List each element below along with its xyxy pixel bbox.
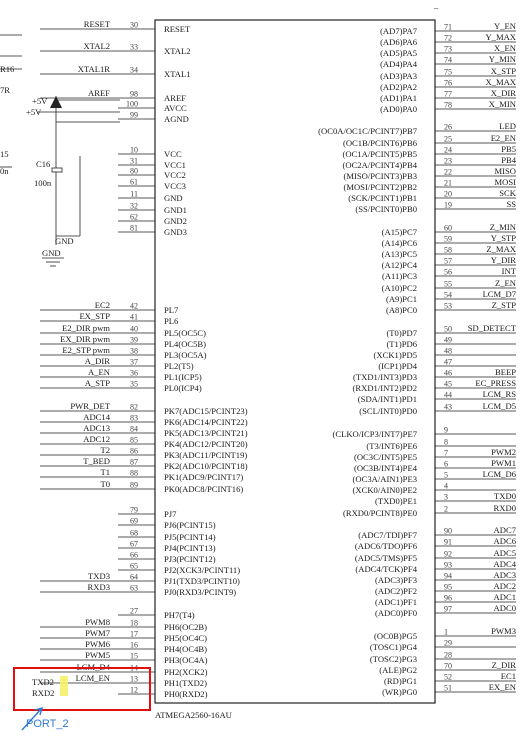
c16-label: C16 bbox=[36, 159, 51, 169]
right-pin-number: 97 bbox=[444, 604, 452, 614]
right-pin-number: 54 bbox=[444, 290, 452, 300]
right-pin-number: 7 bbox=[444, 448, 448, 458]
right-net-label: ADC4 bbox=[493, 559, 516, 569]
left-pin-name: PJ2(XCK3/PCINT11) bbox=[164, 565, 241, 575]
right-net-label: E2_EN bbox=[490, 133, 516, 143]
right-net-label: SS bbox=[506, 199, 516, 209]
right-pin-number: 43 bbox=[444, 402, 452, 412]
left-net-label: EX_STP bbox=[79, 311, 110, 321]
left-pin-number: 15 bbox=[130, 651, 138, 661]
right-net-label: TXD0 bbox=[494, 491, 516, 501]
left-net-label: LCM_D4 bbox=[76, 662, 110, 672]
right-net-label: ADC6 bbox=[493, 536, 516, 546]
left-net-label: AREF bbox=[88, 88, 110, 98]
right-pin-number: 56 bbox=[444, 267, 452, 277]
right-pin-number: 6 bbox=[444, 459, 448, 469]
left-pin-number: 31 bbox=[130, 156, 138, 166]
left-pin-name: PH1(TXD2) bbox=[164, 678, 207, 688]
right-pin-name: (A15)PC7 bbox=[381, 227, 417, 237]
right-pin-name: (TXD0)PE1 bbox=[374, 496, 417, 506]
right-pin-name: (XCK1)PD5 bbox=[373, 350, 417, 360]
right-net-label: X_MAX bbox=[485, 77, 516, 87]
right-net-label: Z_STP bbox=[491, 300, 516, 310]
right-net-label: X_DIR bbox=[490, 88, 516, 98]
left-pin-number: 16 bbox=[130, 640, 138, 650]
left-net-label: T_BED bbox=[83, 456, 110, 466]
left-pin-number: 27 bbox=[130, 606, 138, 616]
left-pin-name: PH5(OC4C) bbox=[164, 633, 207, 643]
right-pin-number: 52 bbox=[444, 672, 452, 682]
left-net-label: RXD3 bbox=[87, 582, 110, 592]
right-pin-number: 25 bbox=[444, 134, 452, 144]
left-pin-number: 66 bbox=[130, 550, 138, 560]
right-net-label: ADC2 bbox=[493, 581, 516, 591]
left-pin-number: 63 bbox=[130, 583, 138, 593]
left-pin-name: PK7(ADC15/PCINT23) bbox=[164, 406, 248, 416]
right-net-label: RXD0 bbox=[493, 503, 516, 513]
right-pin-name: (AD5)PA5 bbox=[380, 48, 417, 58]
left-pin-name: PH0(RXD2) bbox=[164, 689, 208, 699]
right-net-label: Y_DIR bbox=[490, 255, 516, 265]
right-net-label: Y_STP bbox=[490, 233, 516, 243]
right-pin-number: 51 bbox=[444, 683, 452, 693]
left-pin-name: XTAL1 bbox=[164, 69, 191, 79]
right-net-label: Z_DIR bbox=[491, 660, 516, 670]
left-pin-number: 30 bbox=[130, 20, 138, 30]
right-net-label: Y_MAX bbox=[485, 32, 516, 42]
left-pin-name: PJ3(PCINT12) bbox=[164, 554, 216, 564]
left-pin-number: 83 bbox=[130, 413, 138, 423]
left-net-label: LCM_EN bbox=[75, 673, 110, 683]
right-pin-number: 44 bbox=[444, 390, 452, 400]
c16-value-label: 100n bbox=[34, 178, 52, 188]
right-net-label: X_STP bbox=[490, 66, 516, 76]
right-pin-name: (ADC7/TDI)PF7 bbox=[358, 530, 417, 540]
right-net-label: ADC5 bbox=[493, 548, 516, 558]
right-net-label: BEEP bbox=[494, 367, 516, 377]
right-net-label: LED bbox=[499, 121, 516, 131]
left-net-label: T1 bbox=[100, 467, 110, 477]
right-net-label: EC_PRESS bbox=[475, 378, 516, 388]
right-net-label: ADC7 bbox=[493, 525, 516, 535]
right-pin-number: 78 bbox=[444, 100, 452, 110]
left-pin-number: 12 bbox=[130, 685, 138, 695]
left-pin-name: PL1(ICP5) bbox=[164, 372, 202, 382]
right-pin-number: 26 bbox=[444, 122, 452, 132]
right-pin-number: 71 bbox=[444, 22, 452, 32]
left-net-label: EC2 bbox=[94, 300, 110, 310]
rxd2-label: RXD2 bbox=[32, 688, 55, 698]
left-pin-number: 39 bbox=[130, 335, 138, 345]
right-net-label: PWM2 bbox=[491, 447, 516, 457]
left-pin-number: 10 bbox=[130, 145, 138, 155]
right-pin-name: (RXD1/INT2)PD2 bbox=[352, 383, 417, 393]
right-pin-name: (AD4)PA4 bbox=[380, 59, 417, 69]
right-net-label: EC1 bbox=[500, 671, 516, 681]
right-pin-name: (RD)PG1 bbox=[384, 676, 417, 686]
left-net-label: ADC14 bbox=[83, 412, 110, 422]
left-pin-name: VCC3 bbox=[164, 181, 186, 191]
c16-capacitor bbox=[52, 168, 62, 172]
left-pin-number: 11 bbox=[130, 189, 138, 199]
left-net-label: PWR_DET bbox=[70, 401, 110, 411]
right-net-label: MOSI bbox=[494, 177, 516, 187]
right-net-label: X_EN bbox=[494, 43, 516, 53]
left-pin-number: 79 bbox=[130, 505, 138, 515]
c15-label: 15 bbox=[0, 149, 9, 159]
right-pin-number: 49 bbox=[444, 335, 452, 345]
left-net-label: PWM5 bbox=[85, 650, 110, 660]
right-net-label: Z_MAX bbox=[486, 244, 516, 254]
right-pin-name: (T0)PD7 bbox=[386, 328, 417, 338]
right-net-label: PB5 bbox=[501, 144, 516, 154]
right-pin-number: 95 bbox=[444, 582, 452, 592]
plus5v-b-label: +5V bbox=[26, 107, 42, 117]
left-net-label: PWM6 bbox=[85, 639, 110, 649]
right-pin-number: 93 bbox=[444, 560, 452, 570]
right-pin-number: 70 bbox=[444, 661, 452, 671]
right-pin-name: (A13)PC5 bbox=[381, 249, 417, 259]
left-pin-number: 98 bbox=[130, 89, 138, 99]
right-net-label: ADC1 bbox=[493, 592, 516, 602]
txd2-label: TXD2 bbox=[32, 677, 54, 687]
chip-name-label: ATMEGA2560-16AU bbox=[155, 710, 232, 720]
left-pin-name: PJ1(TXD3/PCINT10) bbox=[164, 576, 240, 586]
left-pin-name: PJ5(PCINT14) bbox=[164, 532, 216, 542]
left-pin-number: 13 bbox=[130, 674, 138, 684]
left-pin-name: AVCC bbox=[164, 103, 187, 113]
right-pin-name: (A11)PC3 bbox=[381, 271, 417, 281]
right-pin-number: 91 bbox=[444, 537, 452, 547]
left-pin-number: 65 bbox=[130, 561, 138, 571]
left-net-label: T2 bbox=[100, 445, 110, 455]
right-pin-name: (ADC4/TCK)PF4 bbox=[355, 564, 417, 574]
plus5v-a-label: +5V bbox=[32, 96, 48, 106]
right-pin-name: (ICP1)PD4 bbox=[378, 361, 417, 371]
right-pin-name: (AD2)PA2 bbox=[380, 82, 417, 92]
right-pin-number: 29 bbox=[444, 638, 452, 648]
left-pin-number: 40 bbox=[130, 324, 138, 334]
right-pin-number: 8 bbox=[444, 437, 448, 447]
left-net-label: E2_DIR pwm bbox=[62, 323, 110, 333]
left-pin-name: PK0(ADC8/PCINT16) bbox=[164, 484, 244, 494]
left-pin-name: PK2(ADC10/PCINT18) bbox=[164, 461, 248, 471]
left-pin-number: 86 bbox=[130, 446, 138, 456]
left-pin-name: GND2 bbox=[164, 216, 187, 226]
right-pin-name: (A9)PC1 bbox=[385, 294, 417, 304]
left-pin-number: 41 bbox=[130, 312, 138, 322]
left-pin-number: 67 bbox=[130, 539, 138, 549]
right-pin-name: (OC3C/INT5)PE5 bbox=[353, 452, 417, 462]
left-pin-name: PL5(OC5C) bbox=[164, 328, 207, 338]
left-pin-name: PJ0(RXD3/PCINT9) bbox=[164, 587, 237, 597]
right-pin-number: 96 bbox=[444, 593, 452, 603]
left-pin-number: 85 bbox=[130, 435, 138, 445]
c15-value-label: 0n bbox=[0, 166, 9, 176]
right-pin-number: 57 bbox=[444, 256, 452, 266]
left-net-label: XTAL2 bbox=[83, 41, 110, 51]
right-net-label: PB4 bbox=[501, 155, 516, 165]
left-net-label: ADC12 bbox=[83, 434, 110, 444]
right-net-label: SD_DETECT bbox=[467, 323, 516, 333]
left-pin-name: PL3(OC5A) bbox=[164, 350, 207, 360]
right-pin-name: (OC0A/OC1C/PCINT7)PB7 bbox=[318, 126, 417, 136]
left-pin-number: 87 bbox=[130, 457, 138, 467]
right-pin-name: (AD6)PA6 bbox=[380, 37, 417, 47]
left-net-label: A_DIR bbox=[84, 356, 110, 366]
left-pin-number: 33 bbox=[130, 42, 138, 52]
left-net-label: A_EN bbox=[88, 367, 110, 377]
gnd-label-2: GND bbox=[42, 248, 61, 258]
left-pin-name: AREF bbox=[164, 93, 186, 103]
right-pin-number: 47 bbox=[444, 357, 452, 367]
left-pin-number: 17 bbox=[130, 629, 138, 639]
right-pin-number: 58 bbox=[444, 245, 452, 255]
left-pin-name: VCC2 bbox=[164, 170, 186, 180]
right-pin-name: (CLKO/ICP3/INT7)PE7 bbox=[332, 429, 417, 439]
left-pin-name: RESET bbox=[164, 24, 191, 34]
right-pin-number: 9 bbox=[444, 425, 448, 435]
right-pin-number: 73 bbox=[444, 44, 452, 54]
left-net-label: PWM8 bbox=[85, 617, 110, 627]
right-net-label: LCM_D5 bbox=[482, 401, 516, 411]
right-pin-name: (ADC1)PF1 bbox=[374, 597, 417, 607]
right-pin-name: (OC2A/PCINT4)PB4 bbox=[342, 160, 417, 170]
right-net-label: Z_EN bbox=[494, 278, 516, 288]
right-pin-name: (A14)PC6 bbox=[381, 238, 417, 248]
left-pin-name: XTAL2 bbox=[164, 46, 191, 56]
right-pin-name: (A12)PC4 bbox=[381, 260, 417, 270]
right-net-label: PWM1 bbox=[491, 458, 516, 468]
right-pin-name: (OC3B/INT4)PE4 bbox=[353, 463, 417, 473]
right-pin-name: (TOSC1)PG4 bbox=[369, 642, 417, 652]
left-pin-name: PJ7 bbox=[164, 509, 177, 519]
right-pin-name: (ADC2)PF2 bbox=[374, 586, 417, 596]
right-pin-number: 48 bbox=[444, 346, 452, 356]
left-net-label: EX_DIR pwm bbox=[60, 334, 110, 344]
right-pin-name: (AD1)PA1 bbox=[380, 93, 417, 103]
right-net-label: MISO bbox=[494, 166, 516, 176]
left-pin-number: 81 bbox=[130, 223, 138, 233]
right-net-label: LCM_RS bbox=[482, 389, 516, 399]
left-pin-name: GND bbox=[164, 193, 183, 203]
left-pin-number: 14 bbox=[130, 663, 138, 673]
right-pin-number: 21 bbox=[444, 178, 452, 188]
right-pin-name: (RXD0/PCINT8)PE0 bbox=[342, 508, 417, 518]
right-pin-name: (AD3)PA3 bbox=[380, 71, 417, 81]
right-pin-name: (XCK0/AIN0)PE2 bbox=[352, 485, 417, 495]
right-pin-number: 72 bbox=[444, 33, 452, 43]
yellow-highlighter-mark bbox=[60, 676, 68, 696]
right-pin-number: 92 bbox=[444, 549, 452, 559]
right-pin-number: 19 bbox=[444, 200, 452, 210]
left-pin-name: PH6(OC2B) bbox=[164, 622, 207, 632]
right-pin-name: (SS/PCINT0)PB0 bbox=[355, 204, 417, 214]
right-pin-name: (AD0)PA0 bbox=[380, 104, 417, 114]
right-pin-name: (AD7)PA7 bbox=[380, 26, 417, 36]
left-pin-number: 89 bbox=[130, 480, 138, 490]
right-pin-number: 59 bbox=[444, 234, 452, 244]
right-net-label: LCM_D7 bbox=[482, 289, 516, 299]
right-pin-name: (OC3A/AIN1)PE3 bbox=[352, 474, 417, 484]
right-net-label: Z_MIN bbox=[489, 222, 516, 232]
right-pin-number: 46 bbox=[444, 368, 452, 378]
left-pin-name: PK4(ADC12/PCINT20) bbox=[164, 439, 248, 449]
right-net-label: PWM3 bbox=[491, 626, 516, 636]
right-net-label: Y_MIN bbox=[488, 54, 516, 64]
left-pin-number: 42 bbox=[130, 301, 138, 311]
left-pin-number: 84 bbox=[130, 424, 138, 434]
left-pin-number: 82 bbox=[130, 402, 138, 412]
right-net-label: LCM_D6 bbox=[482, 469, 516, 479]
right-pin-name: (TOSC2)PG3 bbox=[369, 654, 417, 664]
right-pin-number: 3 bbox=[444, 492, 448, 502]
right-pin-number: 55 bbox=[444, 279, 452, 289]
left-pin-number: 18 bbox=[130, 618, 138, 628]
left-pin-number: 100 bbox=[126, 99, 138, 109]
left-net-label: RESET bbox=[83, 19, 110, 29]
left-pin-number: 61 bbox=[130, 177, 138, 187]
right-pin-number: 76 bbox=[444, 78, 452, 88]
left-net-label: TXD3 bbox=[88, 571, 110, 581]
left-pin-number: 69 bbox=[130, 516, 138, 526]
right-pin-name: (OC1B/PCINT6)PB6 bbox=[342, 138, 417, 148]
left-pin-name: PK1(ADC9/PCINT17) bbox=[164, 472, 244, 482]
port2-annotation-label: PORT_2 bbox=[26, 718, 69, 730]
right-pin-name: (ADC0)PF0 bbox=[374, 608, 417, 618]
left-net-label: E2_STP pwm bbox=[62, 345, 110, 355]
left-pin-name: PJ4(PCINT13) bbox=[164, 543, 216, 553]
right-pin-name: (ALE)PG2 bbox=[379, 665, 417, 675]
right-pin-name: (ADC3)PF3 bbox=[374, 575, 417, 585]
left-pin-name: PL2(T5) bbox=[164, 361, 194, 371]
right-pin-name: (MISO/PCINT3)PB3 bbox=[343, 171, 417, 181]
right-pin-number: 22 bbox=[444, 167, 452, 177]
left-pin-name: PJ6(PCINT15) bbox=[164, 520, 216, 530]
left-pin-name: PK5(ADC13/PCINT21) bbox=[164, 428, 248, 438]
left-pin-number: 88 bbox=[130, 468, 138, 478]
left-pin-name: VCC1 bbox=[164, 160, 186, 170]
right-net-label: INT bbox=[501, 266, 516, 276]
left-pin-number: 36 bbox=[130, 368, 138, 378]
right-net-label: X_MIN bbox=[488, 99, 516, 109]
left-pin-name: PK6(ADC14/PCINT22) bbox=[164, 417, 248, 427]
left-pin-number: 80 bbox=[130, 166, 138, 176]
right-net-label: ADC3 bbox=[493, 570, 516, 580]
right-pin-number: 53 bbox=[444, 301, 452, 311]
right-pin-number: 60 bbox=[444, 223, 452, 233]
right-pin-name: (SCL/INT0)PD0 bbox=[359, 406, 417, 416]
right-pin-name: (OC1A/PCINT5)PB5 bbox=[342, 149, 417, 159]
right-pin-number: 94 bbox=[444, 571, 452, 581]
right-pin-name: (OC0B)PG5 bbox=[374, 631, 417, 641]
right-pin-number: 24 bbox=[444, 145, 452, 155]
right-net-label: EX_EN bbox=[488, 682, 516, 692]
right-pin-name: (A8)PC0 bbox=[385, 305, 417, 315]
left-pin-number: 35 bbox=[130, 379, 138, 389]
right-pin-name: (TXD1/INT3)PD3 bbox=[353, 372, 417, 382]
left-net-label: XTAL1R bbox=[77, 64, 110, 74]
left-pin-number: 62 bbox=[130, 212, 138, 222]
left-pin-number: 99 bbox=[130, 110, 138, 120]
left-pin-name: PH2(XCK2) bbox=[164, 667, 208, 677]
right-pin-number: 4 bbox=[444, 481, 448, 491]
right-pin-name: (T1)PD6 bbox=[386, 339, 417, 349]
left-net-label: PWM7 bbox=[85, 628, 110, 638]
gnd-label-1: GND bbox=[55, 236, 74, 246]
right-pin-name: (SCK/PCINT1)PB1 bbox=[348, 193, 417, 203]
right-net-label: Y_EN bbox=[494, 21, 516, 31]
top-mark: _ bbox=[434, 0, 439, 10]
right-pin-number: 2 bbox=[444, 504, 448, 514]
right-pin-number: 23 bbox=[444, 156, 452, 166]
left-pin-number: 68 bbox=[130, 528, 138, 538]
right-pin-number: 20 bbox=[444, 189, 452, 199]
left-net-label: T0 bbox=[100, 479, 110, 489]
right-pin-number: 28 bbox=[444, 650, 452, 660]
left-pin-name: PL4(OC5B) bbox=[164, 339, 207, 349]
left-pin-name: PH4(OC4B) bbox=[164, 644, 207, 654]
right-pin-number: 45 bbox=[444, 379, 452, 389]
right-pin-name: (MOSI/PCINT2)PB2 bbox=[343, 182, 417, 192]
right-pin-name: (T3/INT6)PE6 bbox=[366, 441, 417, 451]
left-pin-number: 34 bbox=[130, 65, 138, 75]
left-pin-name: PK3(ADC11/PCINT19) bbox=[164, 450, 248, 460]
left-pin-name: PH7(T4) bbox=[164, 610, 195, 620]
right-pin-number: 1 bbox=[444, 627, 448, 637]
left-pin-number: 32 bbox=[130, 201, 138, 211]
left-pin-name: PL6 bbox=[164, 316, 179, 326]
right-pin-name: (SDA/INT1)PD1 bbox=[357, 394, 417, 404]
left-pin-number: 37 bbox=[130, 357, 138, 367]
left-pin-number: 38 bbox=[130, 346, 138, 356]
left-net-label: ADC13 bbox=[83, 423, 110, 433]
r7-label: 7R bbox=[0, 85, 11, 95]
right-pin-number: 5 bbox=[444, 470, 448, 480]
left-pin-name: AGND bbox=[164, 114, 189, 124]
left-net-label: A_STP bbox=[84, 378, 110, 388]
right-pin-number: 74 bbox=[444, 55, 452, 65]
right-net-label: ADC0 bbox=[493, 603, 516, 613]
right-pin-name: (ADC6/TDO)PF6 bbox=[354, 541, 417, 551]
right-pin-number: 50 bbox=[444, 324, 452, 334]
left-pin-name: PL7 bbox=[164, 305, 179, 315]
r16-label: R16 bbox=[0, 64, 15, 74]
right-net-label: SCK bbox=[499, 188, 516, 198]
right-pin-number: 90 bbox=[444, 526, 452, 536]
left-pin-name: VCC bbox=[164, 149, 182, 159]
right-pin-name: (ADC5/TMS)PF5 bbox=[354, 553, 417, 563]
right-pin-name: (WR)PG0 bbox=[382, 687, 417, 697]
left-pin-name: PH3(OC4A) bbox=[164, 655, 208, 665]
left-pin-name: GND1 bbox=[164, 205, 187, 215]
left-pin-name: PL0(ICP4) bbox=[164, 383, 202, 393]
right-pin-name: (A10)PC2 bbox=[381, 283, 417, 293]
right-pin-number: 75 bbox=[444, 67, 452, 77]
left-pin-name: GND3 bbox=[164, 227, 187, 237]
left-pin-number: 64 bbox=[130, 572, 138, 582]
right-pin-number: 77 bbox=[444, 89, 452, 99]
